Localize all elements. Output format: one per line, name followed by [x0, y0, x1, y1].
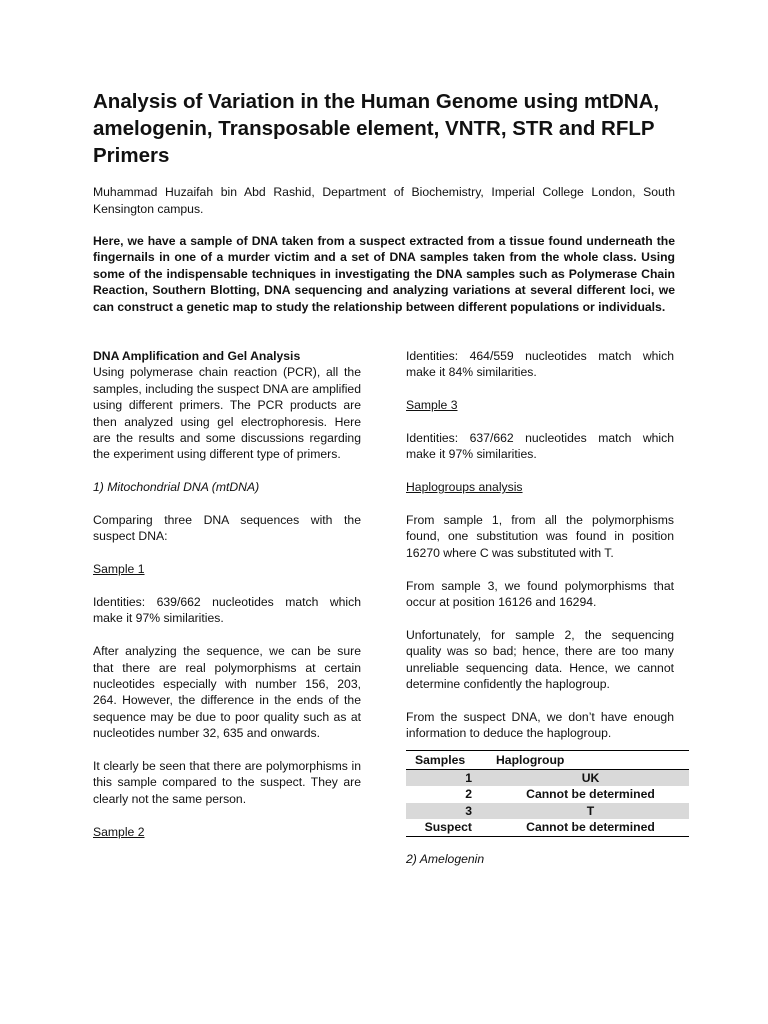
table-cell-sample: 2 [465, 787, 472, 802]
table-header-samples: Samples [406, 750, 492, 769]
table-header-row [406, 750, 689, 769]
table-header-haplogroup: Haplogroup [492, 750, 689, 769]
paper-title: Analysis of Variation in the Human Genome using mtDNA, amelogenin, Transposable element, VNTR, STR and RFLP Primers [93, 90, 660, 167]
table-cell-haplogroup: Cannot be determined [526, 787, 655, 802]
comparing-paragraph: Comparing three DNA sequences with the suspect DNA: [93, 513, 361, 544]
sample2-text: Identities: 464/559 nucleotides match which make it 84% similarities. [406, 349, 674, 380]
table-row [406, 770, 689, 787]
analysis-paragraph: After analyzing the sequence, we can be sure that there are real polymorphisms at certain nucleotides especially with number 156, 203, 264. However, the difference in the ends of the sequence may be due to poor quality such as at nucleotides number 32, 635 and onwards. [93, 644, 361, 741]
table-cell-haplogroup: T [492, 803, 689, 819]
haplo-paragraph-4: From the suspect DNA, we don’t have enough information to deduce the haplogroup. [406, 709, 674, 741]
sample2-label: Sample 2 [93, 824, 145, 839]
sample1-label: Sample 1 [93, 562, 145, 577]
abstract: Here, we have a sample of DNA taken from a suspect extracted from a tissue found underneath the fingernails in one of a murder victim and a set of DNA samples taken from the whole class. Using some of the indispensable techniques in investigating the DNA samples such as Polymerase Chain Reaction, Southern Blotting, DNA sequencing and analyzing variations at several different loci, we can construct a genetic map to study the relationship between different populations or individuals. [93, 234, 675, 314]
haplo-paragraph-3: Unfortunately, for sample 2, the sequencing quality was so bad; hence, there are too many unreliable sequencing data. Hence, we cannot determine confidently the haplogroup. [406, 627, 674, 692]
table-cell-sample: 1 [406, 770, 492, 787]
section-amelogenin-heading: 2) Amelogenin [406, 851, 485, 866]
left-column [93, 348, 361, 856]
haplogroups-heading: Haplogroups analysis [406, 480, 523, 495]
section-mtdna-heading: 1) Mitochondrial DNA (mtDNA) [93, 480, 260, 495]
table-row [406, 819, 689, 836]
sample1-text: Identities: 639/662 nucleotides match which make it 97% similarities. [93, 595, 361, 626]
sample3-text: Identities: 637/662 nucleotides match which make it 97% similarities. [406, 431, 674, 462]
table-cell-haplogroup: UK [492, 770, 689, 787]
author-line: Muhammad Huzaifah bin Abd Rashid, Department of Biochemistry, Imperial College London, South Kensington campus. [93, 185, 675, 216]
sample3-label: Sample 3 [406, 398, 458, 413]
haplogroup-table [406, 750, 689, 837]
table-cell-haplogroup: Cannot be determined [526, 820, 655, 835]
section-heading: DNA Amplification and Gel Analysis [93, 349, 301, 363]
table-row [406, 803, 689, 819]
table-row [406, 786, 689, 802]
table-cell-sample: 3 [406, 803, 492, 819]
haplo-paragraph-1: From sample 1, from all the polymorphisms found, one substitution was found in position 16270 where C was substituted with T. [406, 513, 674, 560]
haplo-paragraph-2: From sample 3, we found polymorphisms that occur at position 16126 and 16294. [406, 578, 674, 610]
intro-paragraph: Using polymerase chain reaction (PCR), all the samples, including the suspect DNA are amplified using different primers. The PCR products are then analyzed using gel electrophoresis. Here are the results and some discussions regarding the experiment using different type of primers. [93, 365, 361, 462]
table-cell-sample: Suspect [424, 820, 472, 835]
conclusion-paragraph: It clearly be seen that there are polymorphisms in this sample compared to the suspect. They are clearly not the same person. [93, 759, 361, 806]
right-column [406, 348, 674, 883]
